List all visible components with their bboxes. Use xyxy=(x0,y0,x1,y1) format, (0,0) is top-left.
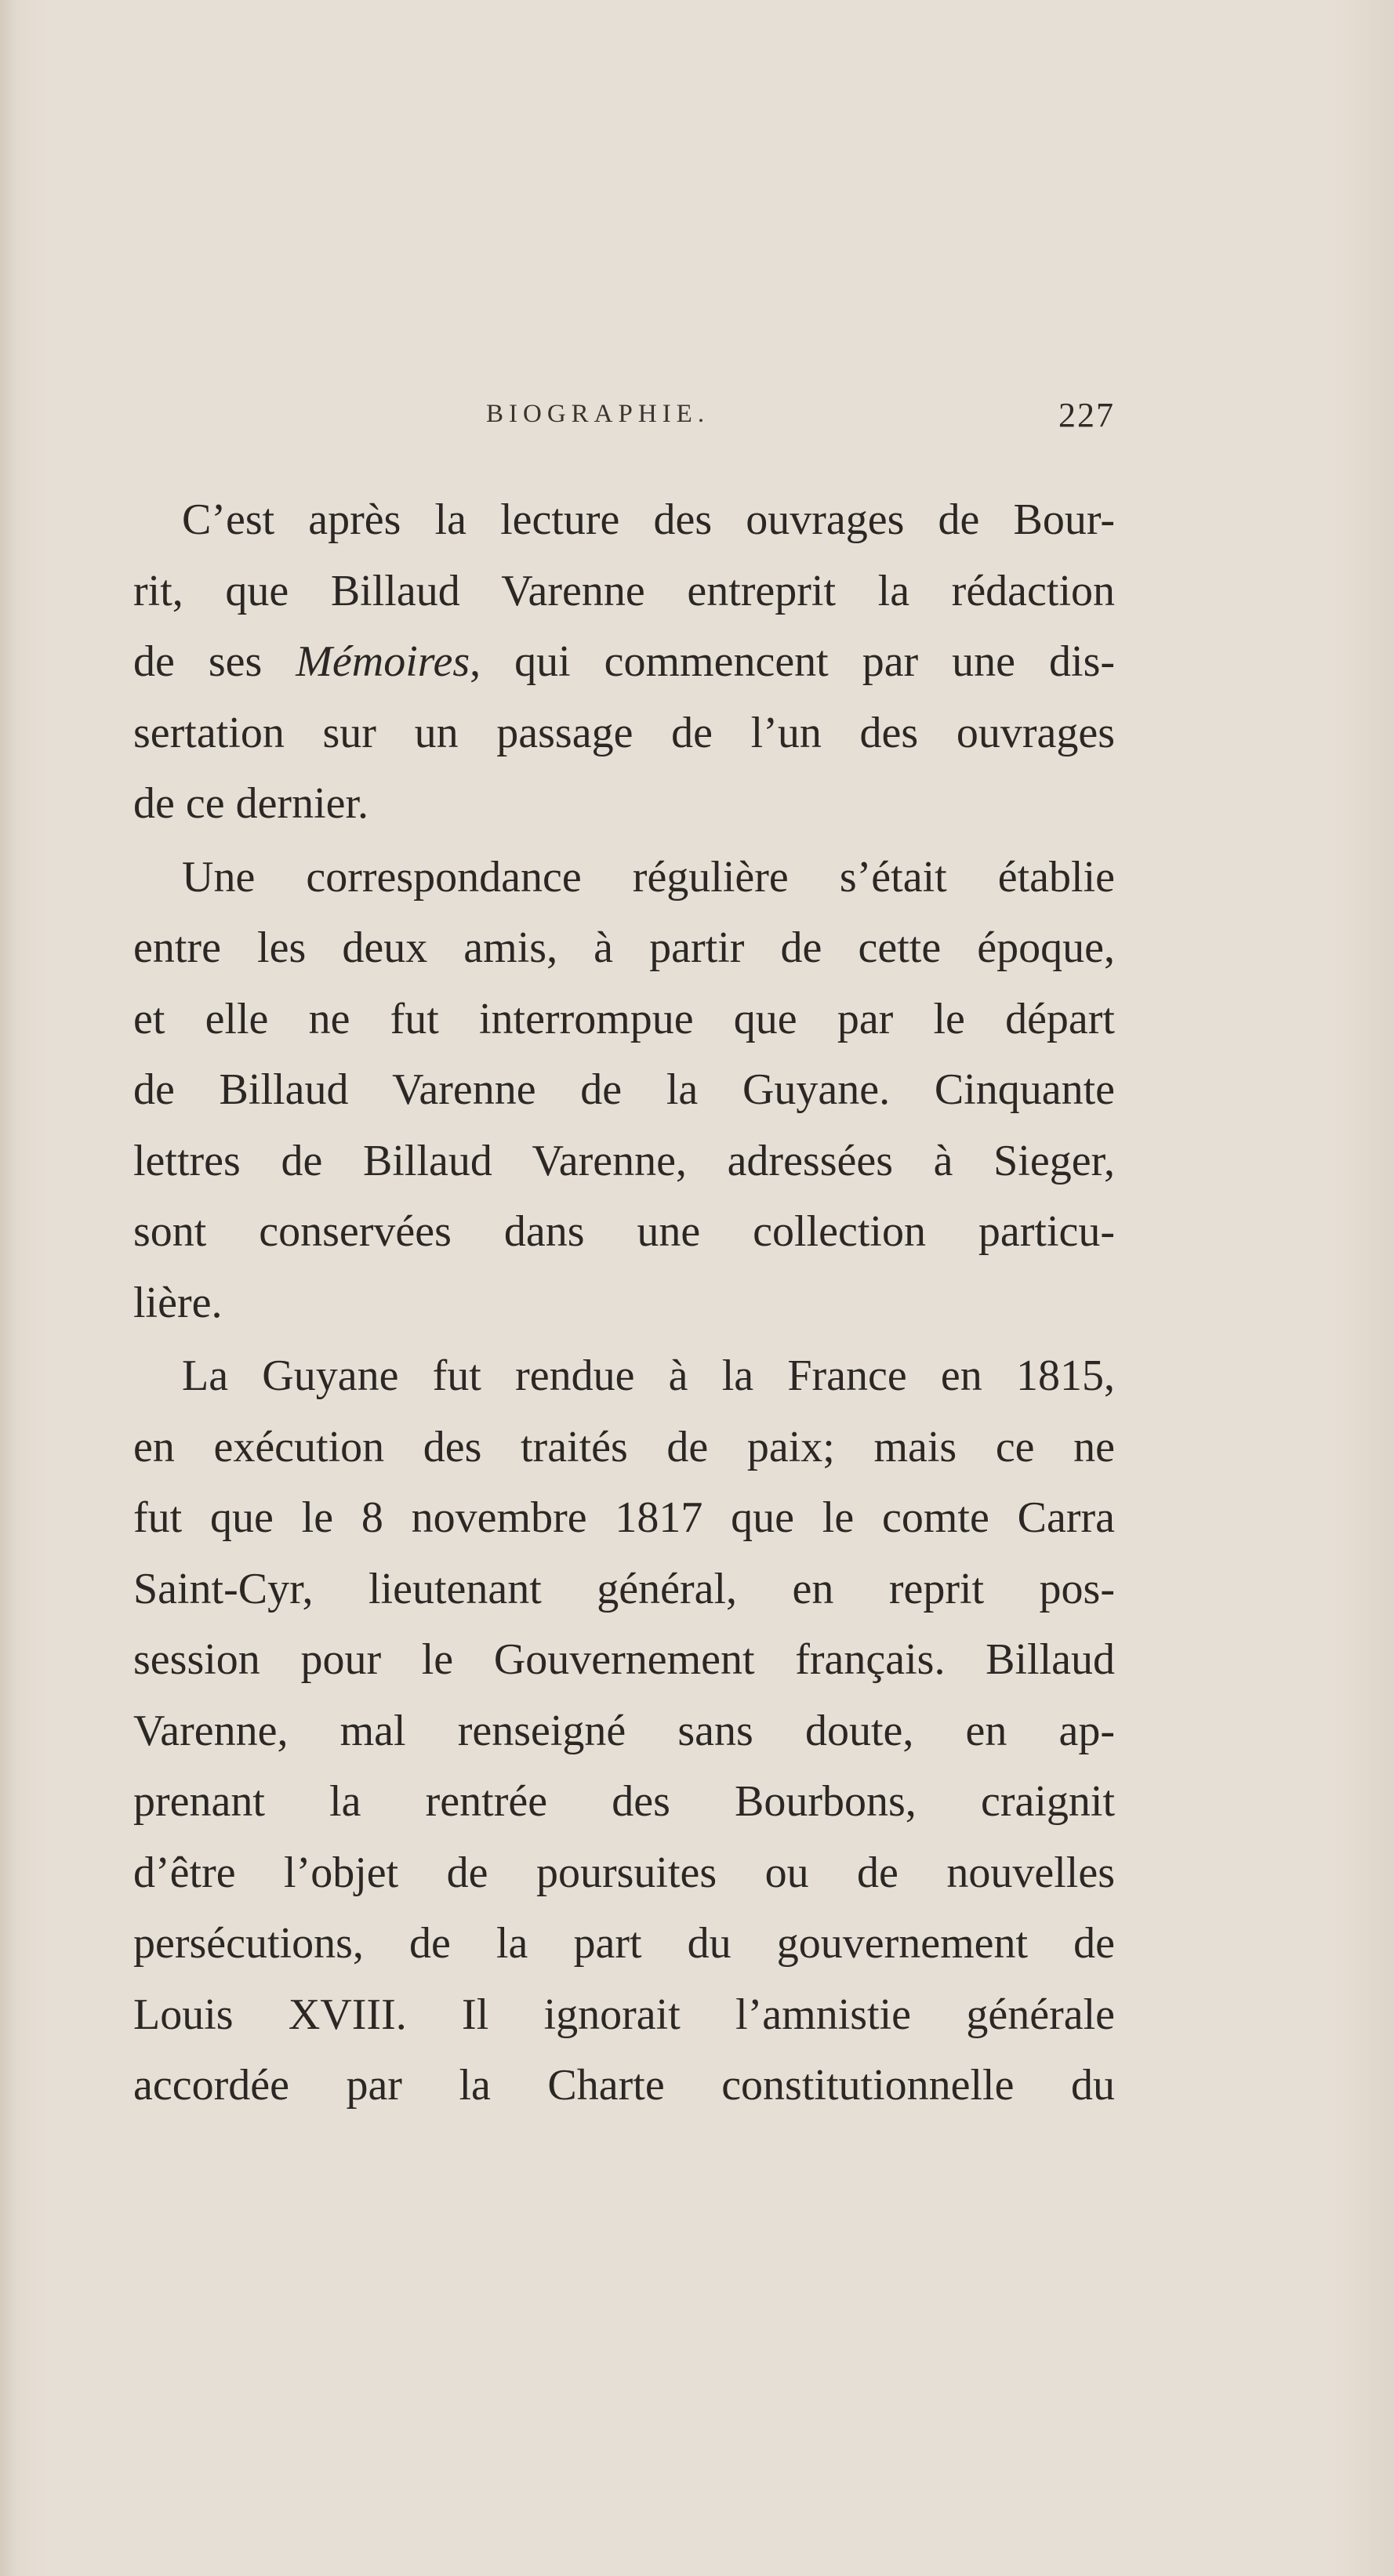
text-line: accordée par la Charte constitutionnelle du xyxy=(133,2061,1115,2110)
text-line: de Billaud Varenne de la Guyane. Cinquante xyxy=(133,1065,1115,1114)
text-line: et elle ne fut interrompue que par le départ xyxy=(133,994,1115,1043)
text-line: entre les deux amis, à partir de cette époque, xyxy=(133,923,1115,972)
body-text xyxy=(133,484,1115,2121)
header-title: BIOGRAPHIE. xyxy=(486,400,710,428)
text-line: en exécution des traités de paix; mais ce ne xyxy=(133,1422,1115,1471)
text-line: de ce dernier. xyxy=(133,779,369,828)
text-line: d’être l’objet de poursuites ou de nouvelles xyxy=(133,1848,1115,1897)
text-line: C’est après la lecture des ouvrages de Bour- xyxy=(182,495,1115,544)
text-line: Louis XVIII. Il ignorait l’amnistie générale xyxy=(133,1990,1115,2039)
text-line: persécutions, de la part du gouvernement de xyxy=(133,1919,1115,1968)
text-line: sertation sur un passage de l’un des ouvrages xyxy=(133,708,1115,757)
text-line: sont conservées dans une collection particu- xyxy=(133,1207,1115,1256)
text-line: Saint-Cyr, lieutenant général, en reprit pos- xyxy=(133,1564,1115,1613)
text-line: La Guyane fut rendue à la France en 1815, xyxy=(182,1351,1115,1400)
text-fragment: de ses xyxy=(133,637,296,686)
italic-title: Mémoires xyxy=(296,637,470,686)
text-line: prenant la rentrée des Bourbons, craignit xyxy=(133,1777,1115,1826)
text-line: rit, que Billaud Varenne entreprit la rédaction xyxy=(133,566,1115,615)
text-line: fut que le 8 novembre 1817 que le comte Carra xyxy=(133,1493,1115,1542)
text-line: Varenne, mal renseigné sans doute, en ap- xyxy=(133,1706,1115,1755)
text-fragment: , qui commencent par une dis- xyxy=(470,637,1116,686)
text-line: Une correspondance régulière s’était établie xyxy=(182,852,1115,902)
running-head xyxy=(133,396,1115,447)
paragraph xyxy=(133,842,1115,1339)
text-line: session pour le Gouvernement français. Billaud xyxy=(133,1635,1115,1684)
text-line: lettres de Billaud Varenne, adressées à Sieger, xyxy=(133,1136,1115,1185)
text-line: lière. xyxy=(133,1278,223,1327)
page-number: 227 xyxy=(1058,396,1115,434)
paragraph xyxy=(133,484,1115,840)
text-line xyxy=(133,626,1115,698)
paragraph xyxy=(133,1341,1115,2121)
